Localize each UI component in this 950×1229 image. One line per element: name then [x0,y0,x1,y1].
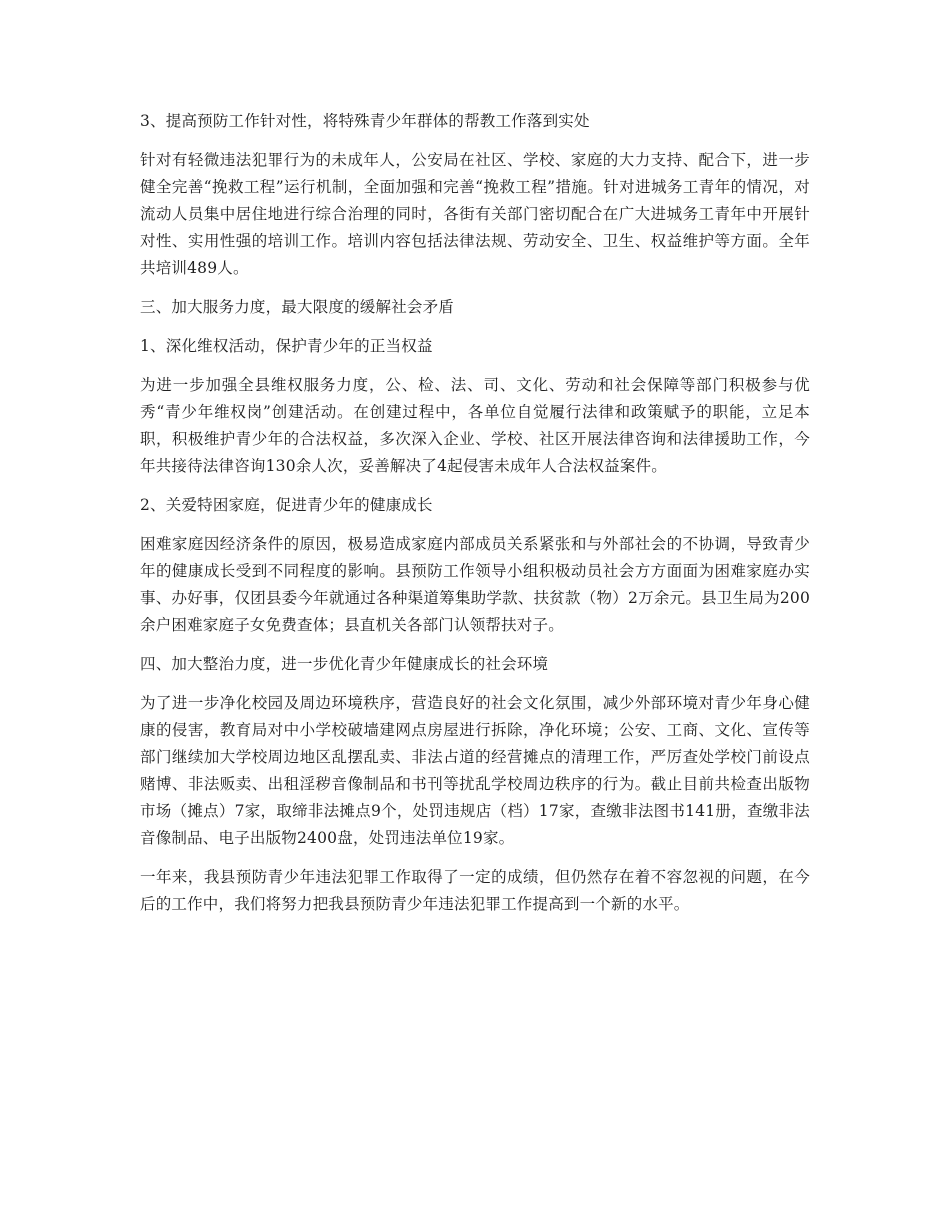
paragraph-rights-protection: 为进一步加强全县维权服务力度，公、检、法、司、文化、劳动和社会保障等部门积极参与优秀“青少年维权岗”创建活动。在创建过程中，各单位自觉履行法律和政策赋予的职能，立足本职，积极维护青少年的合法权益，多次深入企业、学校、社区开展法律咨询和法律援助工作，今年共接待法律咨询130余人次，妥善解决了4起侵害未成年人合法权益案件。 [140,376,810,475]
paragraph-poor-families: 困难家庭因经济条件的原因，极易造成家庭内部成员关系紧张和与外部社会的不协调，导致青少年的健康成长受到不同程度的影响。县预防工作领导小组积极动员社会方方面面为困难家庭办实事、办好事，仅团县委今年就通过各种渠道筹集助学款、扶贫款（物）2万余元。县卫生局为200余户困难家庭子女免费查体；县直机关各部门认领帮扶对子。 [140,535,810,634]
section-heading-part-3: 三、加大服务力度，最大限度的缓解社会矛盾 [140,298,455,316]
document-page [140,108,810,930]
section-heading-3-2: 2、关爱特困家庭，促进青少年的健康成长 [140,496,433,514]
paragraph-conclusion: 一年来，我县预防青少年违法犯罪工作取得了一定的成绩，但仍然存在着不容忽视的问题，在今后的工作中，我们将努力把我县预防青少年违法犯罪工作提高到一个新的水平。 [140,868,810,913]
section-heading-part-4: 四、加大整治力度，进一步优化青少年健康成长的社会环境 [140,655,549,673]
section-heading-3: 3、提高预防工作针对性，将特殊青少年群体的帮教工作落到实处 [140,112,590,130]
paragraph-rescue-project: 针对有轻微违法犯罪行为的未成年人，公安局在社区、学校、家庭的大力支持、配合下，进一步健全完善“挽救工程”运行机制，全面加强和完善“挽救工程”措施。针对进城务工青年的情况，对流动人员集中居住地进行综合治理的同时，各街有关部门密切配合在广大进城务工青年中开展针对性、实用性强的培训工作。培训内容包括法律法规、劳动安全、卫生、权益维护等方面。全年共培训489人。 [140,151,810,277]
paragraph-environment-rectification: 为了进一步净化校园及周边环境秩序，营造良好的社会文化氛围，减少外部环境对青少年身心健康的侵害，教育局对中小学校破墙建网点房屋进行拆除，净化环境；公安、工商、文化、宣传等部门继续加大学校周边地区乱摆乱卖、非法占道的经营摊点的清理工作，严厉查处学校门前设点赌博、非法贩卖、出租淫秽音像制品和书刊等扰乱学校周边秩序的行为。截止目前共检查出版物市场（摊点）7家，取缔非法摊点9个，处罚违规店（档）17家，查缴非法图书141册，查缴非法音像制品、电子出版物2400盘，处罚违法单位19家。 [140,694,810,847]
section-heading-3-1: 1、深化维权活动，保护青少年的正当权益 [140,337,433,355]
